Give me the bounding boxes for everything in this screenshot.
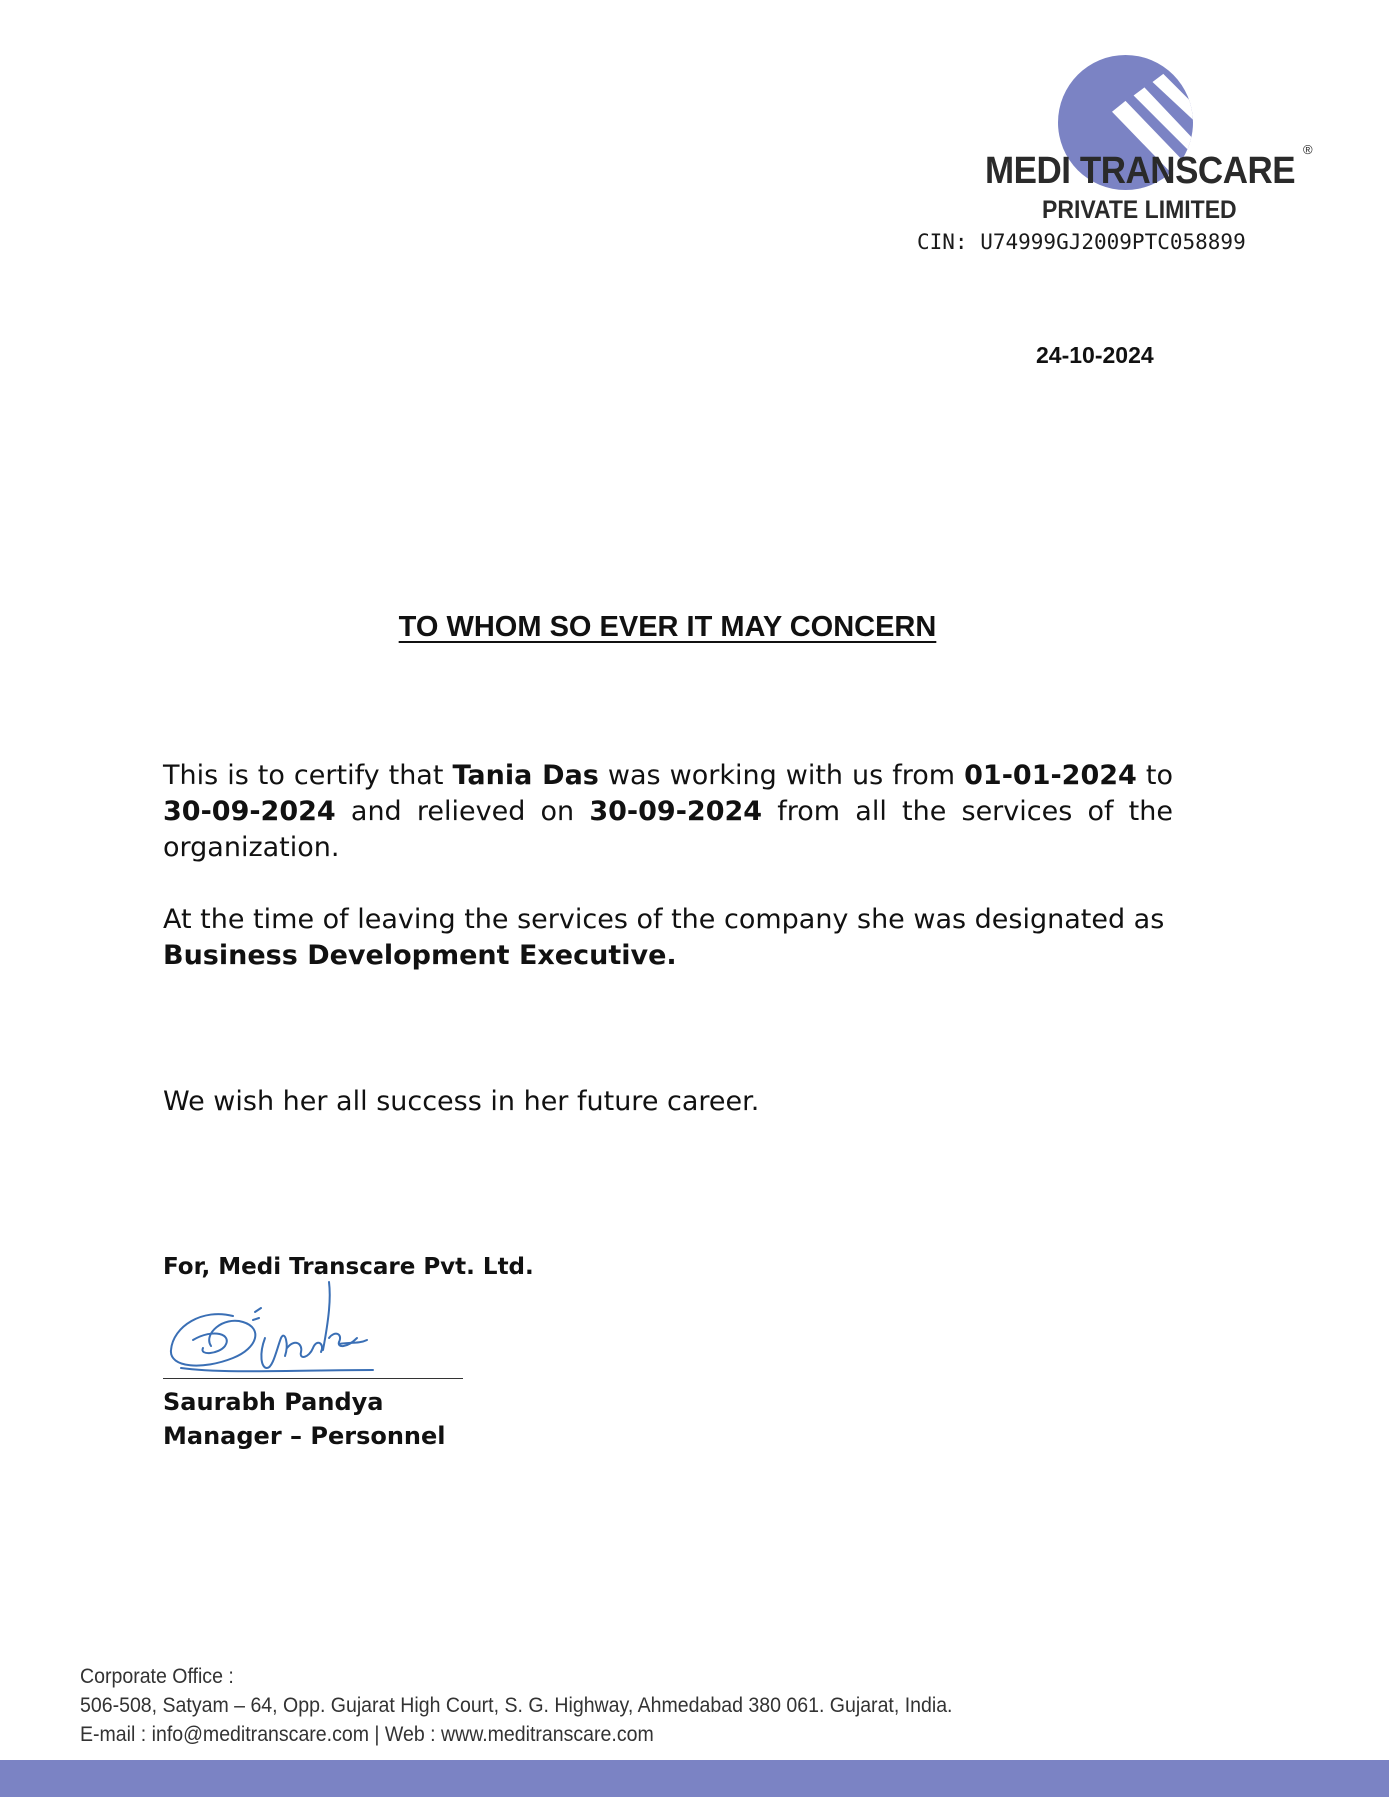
certification-paragraph — [163, 758, 1173, 866]
relieved-date: 30-09-2024 — [589, 796, 763, 827]
footer-contact: E-mail : info@meditranscare.com | Web : www.meditranscare.com — [80, 1723, 654, 1746]
p2-text-1: At the time of leaving the services of the company she was designated as — [163, 904, 1165, 935]
signatory-name: Saurabh Pandya — [163, 1388, 384, 1416]
employee-name: Tania Das — [452, 760, 599, 791]
signature-icon — [163, 1278, 383, 1378]
end-date: 30-09-2024 — [163, 796, 336, 827]
start-date: 01-01-2024 — [964, 760, 1137, 791]
footer-address-block — [80, 1662, 952, 1749]
for-company-label: For, Medi Transcare Pvt. Ltd. — [163, 1254, 534, 1280]
cin-number: CIN: U74999GJ2009PTC058899 — [917, 230, 1246, 254]
letter-heading: TO WHOM SO EVER IT MAY CONCERN — [398, 611, 937, 643]
designation: Business Development Executive. — [163, 940, 677, 971]
company-suffix: PRIVATE LIMITED — [1042, 196, 1237, 224]
registered-mark: ® — [1303, 142, 1313, 157]
designation-paragraph — [163, 902, 1173, 974]
company-name: MEDI TRANSCARE — [985, 150, 1296, 192]
wishes-paragraph: We wish her all success in her future career. — [163, 1086, 760, 1117]
footer-label: Corporate Office : — [80, 1665, 234, 1688]
p1-text-5: from all the services of the organization. — [163, 796, 1173, 863]
p1-text-4: and relieved on — [335, 796, 590, 827]
p1-text-3: to — [1136, 760, 1173, 791]
p1-text-1: This is to certify that — [163, 760, 453, 791]
footer-color-bar — [0, 1760, 1389, 1797]
footer-address: 506-508, Satyam – 64, Opp. Gujarat High Court, S. G. Highway, Ahmedabad 380 061. Gujarat, India. — [80, 1694, 953, 1717]
letter-date: 24-10-2024 — [1036, 342, 1154, 368]
p1-text-2: was working with us from — [598, 760, 965, 791]
signatory-title: Manager – Personnel — [163, 1422, 446, 1450]
signature-line — [163, 1378, 463, 1379]
